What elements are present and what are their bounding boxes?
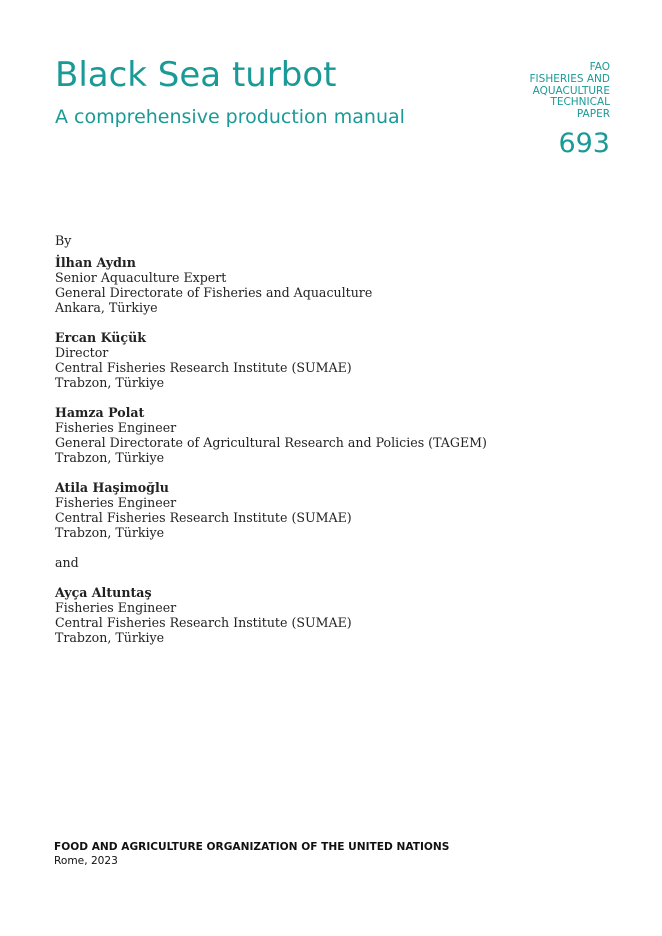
author-affiliation: Central Fisheries Research Institute (SUMAE) xyxy=(55,510,352,525)
author-name: Ayça Altuntaş xyxy=(55,585,152,600)
author-name: Ercan Küçük xyxy=(55,330,146,345)
author-location: Ankara, Türkiye xyxy=(55,300,158,315)
author-block xyxy=(55,255,487,315)
publisher-block xyxy=(54,840,449,868)
publication-place-year: Rome, 2023 xyxy=(54,855,118,867)
author-name: İlhan Aydın xyxy=(55,255,136,270)
author-title: Fisheries Engineer xyxy=(55,420,177,435)
author-block xyxy=(55,480,487,540)
series-line: AQUACULTURE xyxy=(532,84,610,97)
document-title: Black Sea turbot xyxy=(55,55,337,95)
author-location: Trabzon, Türkiye xyxy=(55,525,165,540)
author-affiliation: General Directorate of Agricultural Research and Policies (TAGEM) xyxy=(55,435,487,450)
author-block xyxy=(55,330,487,390)
and-label: and xyxy=(55,555,79,570)
author-location: Trabzon, Türkiye xyxy=(55,450,165,465)
author-list xyxy=(55,233,487,660)
author-name: Atila Haşimoğlu xyxy=(55,480,169,495)
author-title: Senior Aquaculture Expert xyxy=(55,270,227,285)
author-name: Hamza Polat xyxy=(55,405,145,420)
author-block xyxy=(55,585,487,645)
author-block xyxy=(55,405,487,465)
author-location: Trabzon, Türkiye xyxy=(55,630,165,645)
series-line: FAO xyxy=(589,61,610,73)
author-title: Director xyxy=(55,345,109,360)
author-location: Trabzon, Türkiye xyxy=(55,375,165,390)
author-affiliation: Central Fisheries Research Institute (SUMAE) xyxy=(55,360,352,375)
author-title: Fisheries Engineer xyxy=(55,600,177,615)
series-line: FISHERIES AND xyxy=(529,72,610,85)
series-label xyxy=(480,62,610,160)
document-subtitle: A comprehensive production manual xyxy=(55,106,405,128)
author-affiliation: Central Fisheries Research Institute (SUMAE) xyxy=(55,615,352,630)
author-affiliation: General Directorate of Fisheries and Aquaculture xyxy=(55,285,373,300)
series-number: 693 xyxy=(558,127,610,159)
by-label: By xyxy=(55,233,72,248)
series-line: PAPER xyxy=(576,108,610,121)
series-line: TECHNICAL xyxy=(550,96,610,109)
author-title: Fisheries Engineer xyxy=(55,495,177,510)
publisher-name: FOOD AND AGRICULTURE ORGANIZATION OF THE UNITED NATIONS xyxy=(54,841,450,853)
